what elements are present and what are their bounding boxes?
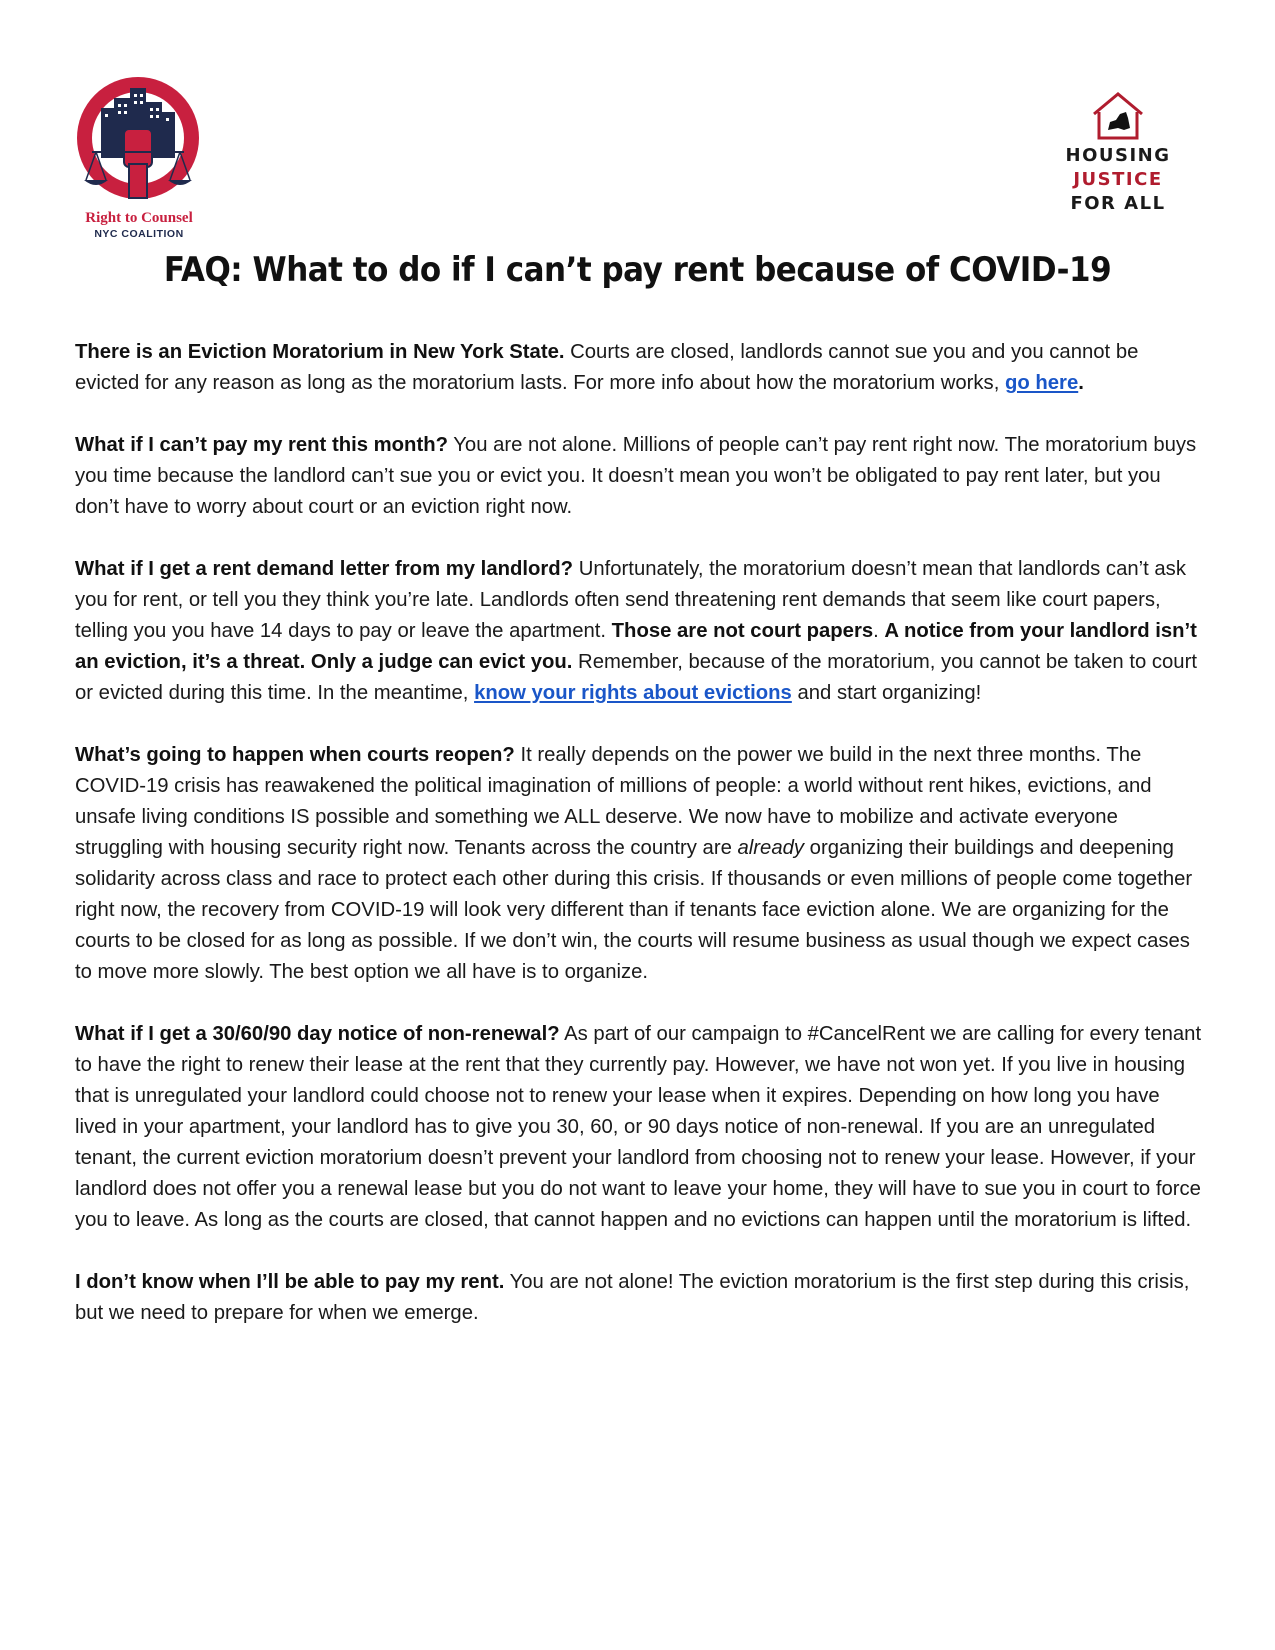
house-state-icon [1088,90,1148,142]
rtc-logo-name: Right to Counsel [85,210,193,226]
demand-letter-heading: What if I get a rent demand letter from my landlord? [75,558,574,580]
hjfa-line-housing: HOUSING [1065,145,1171,166]
faq-cant-pay [75,430,1205,523]
cant-pay-text: You are not alone. Millions of people can’t pay rent right now. The moratorium buys you time because the landlord can’t sue you or evict you. It doesn’t mean you won’t be obligated to pay rent later, but you don’t have to worry about court or an eviction right now. [75,434,1197,518]
rtc-logo-subname: NYC COALITION [94,228,184,240]
when-pay-heading: I don’t know when I’ll be able to pay my rent. [75,1271,505,1293]
demand-letter-text: Unfortunately, the moratorium doesn’t mean that landlords can’t ask you for rent, or tell you they think you’re late. Landlords often send threatening rent demands that seem like court papers, telling you you have 14 days to pay or leave the apartment. [75,558,1186,642]
non-renewal-heading: What if I get a 30/60/90 day notice of non-renewal? [75,1023,560,1045]
when-pay-text: You are not alone! The eviction moratorium is the first step during this crisis, but we need to prepare for when we emerge. [75,1271,1190,1324]
courts-reopen-text: It really depends on the power we build in the next three months. The COVID-19 crisis has reawakened the political imagination of millions of people: a world without rent hikes, evictions, and unsafe living conditions IS possible and something we ALL deserve. We now have to mobilize and activate everyone struggling with housing security right now. Tenants across the country are [75,744,1152,859]
faq-when-pay [75,1267,1205,1329]
faq-demand-letter [75,554,1205,709]
faq-content [75,337,1205,1360]
non-renewal-text: As part of our campaign to #CancelRent we are calling for every tenant to have the right to renew their lease at the rent that they currently pay. However, we have not won yet. If you live in housing that is unregulated your landlord could choose not to renew your lease when it expires. Depending on how long you have lived in your apartment, your landlord has to give you 30, 60, or 90 days notice of non-renewal. If you are an unregulated tenant, the current eviction moratorium doesn’t prevent your landlord from choosing not to renew your lease. However, if your landlord does not offer you a renewal lease but you do not want to leave your home, they will have to sue you in court to force you to leave. As long as the courts are closed, that cannot happen and no evictions can happen until the moratorium is lifted. [75,1023,1202,1231]
moratorium-text: Courts are closed, landlords cannot sue you and you cannot be evicted for any reason as long as the moratorium lasts. For more info about how the moratorium works, [75,341,1139,394]
faq-courts-reopen [75,740,1205,988]
cant-pay-heading: What if I can’t pay my rent this month? [75,434,448,456]
rtc-emblem-icon [74,74,204,209]
demand-letter-bold3: A notice from your landlord isn’t an eviction, it’s a threat. Only a judge can evict you. [75,620,1197,673]
demand-letter-bold2: Those are not court papers [611,620,874,642]
go-here-link[interactable]: go here [1004,372,1079,394]
courts-reopen-text2: organizing their buildings and deepening solidarity across class and race to protect each other during this crisis. If thousands or even millions of people come together right now, the recovery from COVID-19 will look very different than if tenants face eviction alone. We are organizing for the courts to be closed for as long as possible. If we don’t win, the courts will resume business as usual though we expect cases to move more slowly. The best option we all have is to organize. [75,837,1193,983]
courts-reopen-italic: already [737,837,805,859]
moratorium-heading: There is an Eviction Moratorium in New York State. [75,341,565,363]
faq-moratorium [75,337,1205,399]
demand-letter-text2: . [873,620,885,642]
demand-letter-text3: Remember, because of the moratorium, you cannot be taken to court or evicted during this time. In the meantime, [75,651,1197,704]
moratorium-end: . [1078,372,1084,394]
right-to-counsel-logo [74,74,224,244]
faq-non-renewal [75,1019,1205,1236]
demand-letter-end: and start organizing! [791,682,982,704]
courts-reopen-heading: What’s going to happen when courts reopen? [75,744,515,766]
hjfa-line-justice: JUSTICE [1073,169,1163,190]
page-title: FAQ: What to do if I can’t pay rent because of COVID-19 [163,250,1112,290]
know-your-rights-link[interactable]: know your rights about evictions [474,682,792,704]
housing-justice-logo [1058,90,1178,230]
hjfa-line-for-all: FOR ALL [1070,193,1166,214]
